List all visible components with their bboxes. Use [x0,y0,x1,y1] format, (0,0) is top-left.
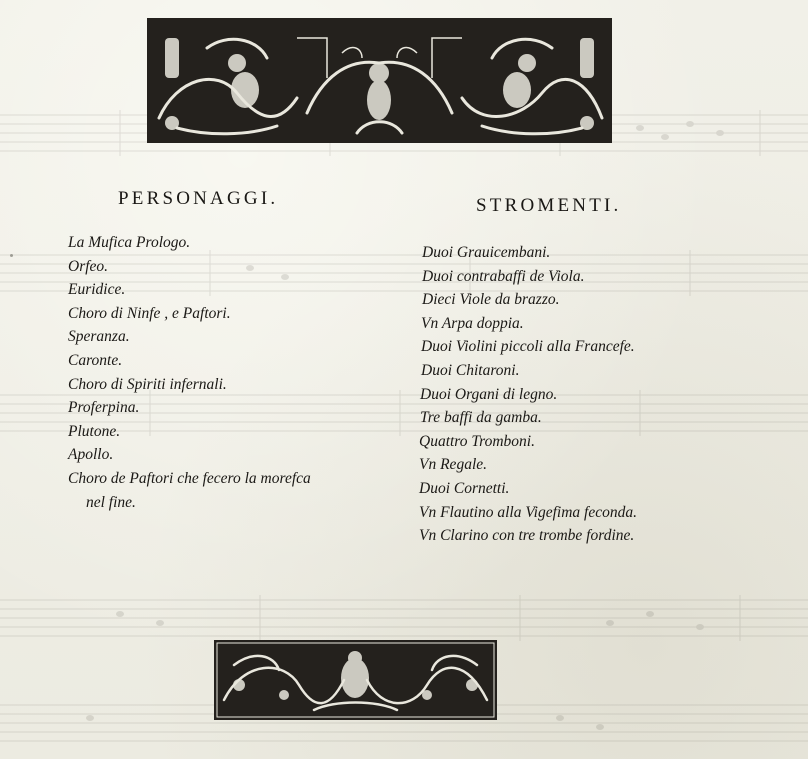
list-item [68,467,388,514]
list-item: Vn Arpa doppia. [421,314,524,332]
ink-speck [10,254,13,257]
list-item: Duoi Violini piccoli alla Francefe. [421,338,635,356]
list-item: Euridice. [68,281,126,299]
list-item: Vn Clarino con tre trombe fordine. [419,527,635,545]
list-item: Duoi contrabaffi de Viola. [422,267,585,285]
list-item: Caronte. [68,351,123,369]
list-item: Tre baffi da gamba. [420,409,542,427]
stromenti-list [419,241,739,548]
list-item: Orfeo. [68,257,109,275]
list-item: La Mufica Prologo. [68,234,191,251]
woodcut-headpiece-ornament [147,18,612,143]
stromenti-heading: STROMENTI. [476,195,622,216]
list-item: Choro di Spiriti infernali. [68,375,227,393]
list-item: Duoi Grauicembani. [422,244,551,261]
woodcut-tailpiece-ornament [214,640,497,720]
list-item: Proferpina. [68,399,140,417]
list-item-text: Choro de Paftori che fecero la morefca [68,469,311,487]
list-item: Duoi Cornetti. [419,479,510,497]
personaggi-heading: PERSONAGGI. [118,188,279,209]
list-item-continuation: nel fine. [86,493,136,511]
list-item: Apollo. [68,446,114,464]
list-item: Vn Flautino alla Vigefima feconda. [419,503,637,521]
list-item: Plutone. [68,422,121,440]
personaggi-list [68,231,388,514]
list-item: Choro di Ninfe , e Paftori. [68,304,231,322]
list-item: Speranza. [68,328,130,346]
list-item: Duoi Chitaroni. [421,361,520,379]
list-item: Vn Regale. [419,456,488,474]
list-item: Quattro Tromboni. [419,432,535,450]
list-item: Dieci Viole da brazzo. [422,291,560,309]
list-item: Duoi Organi di legno. [420,385,558,403]
